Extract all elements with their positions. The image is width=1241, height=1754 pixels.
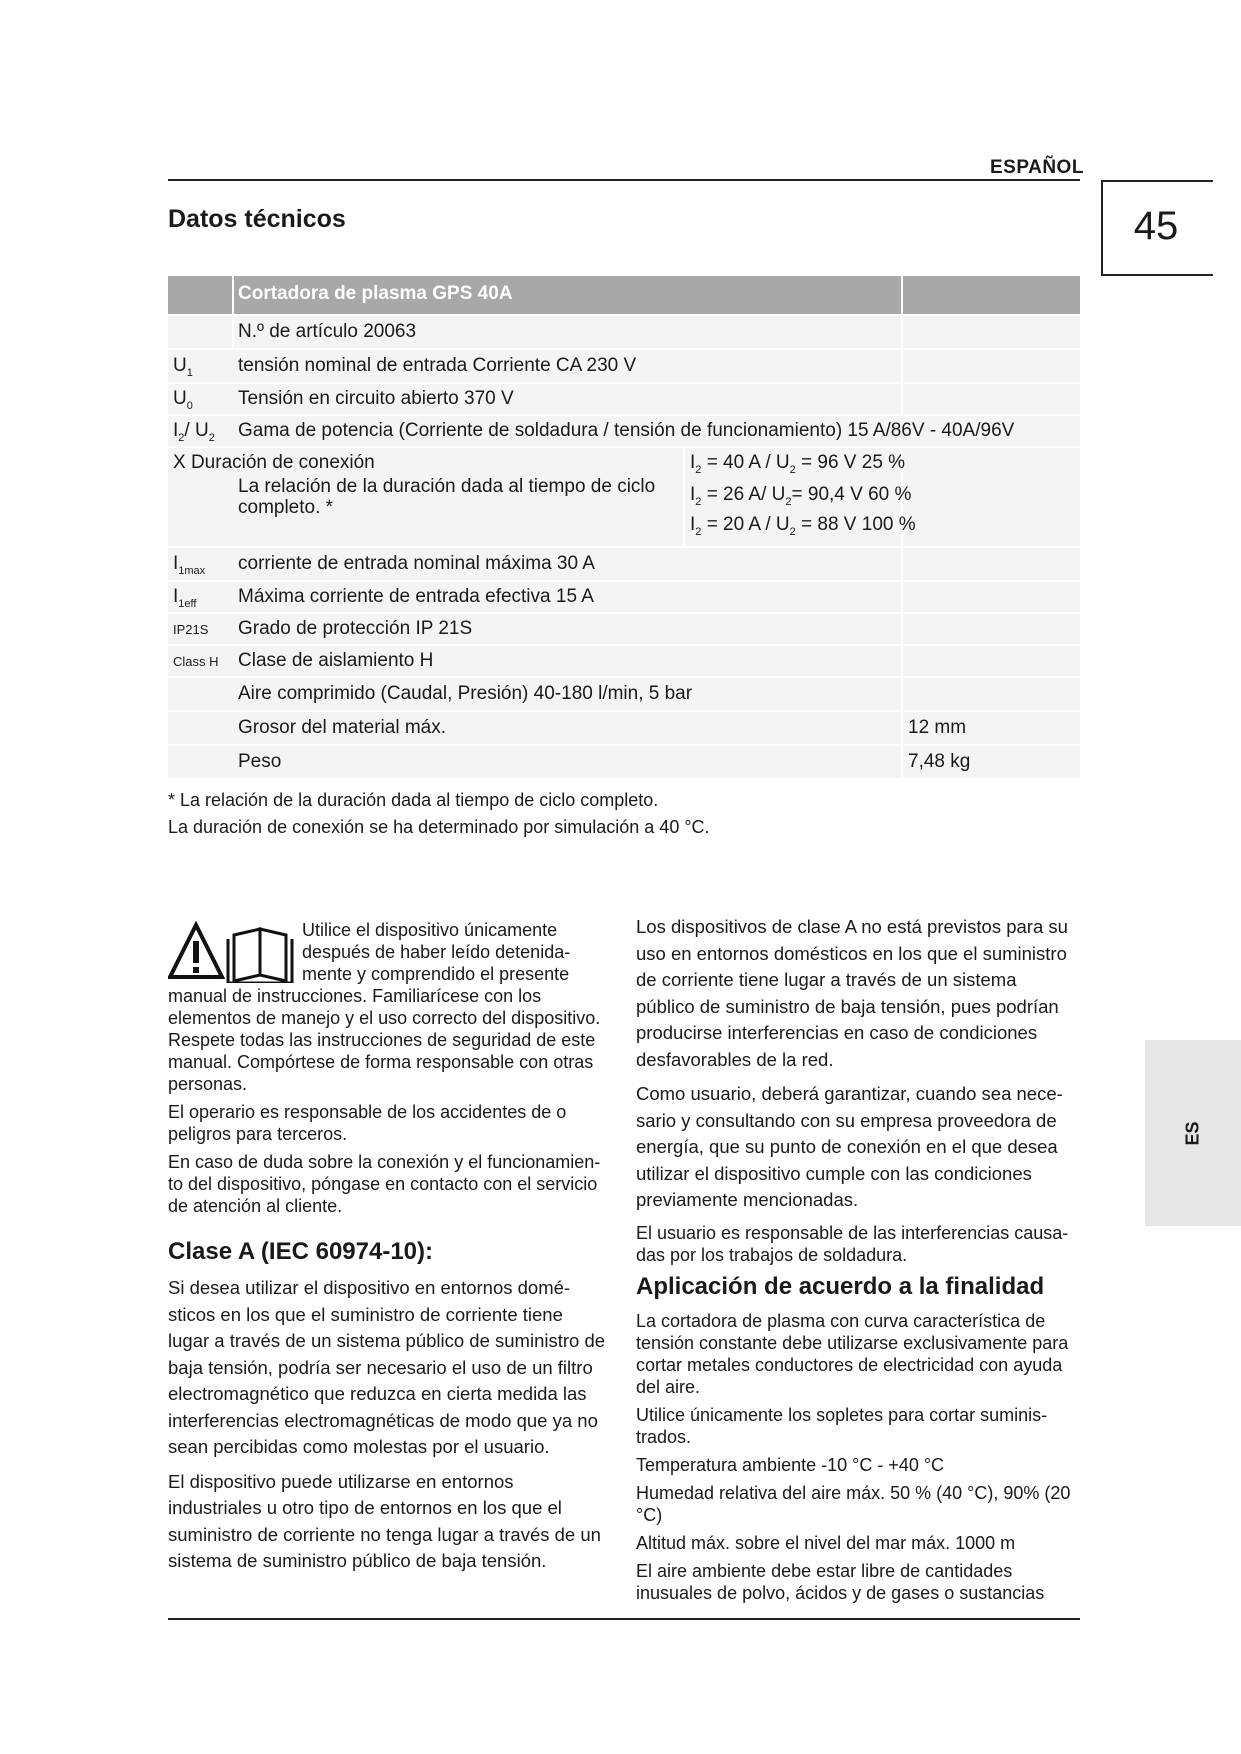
footnote-line-2: La duración de conexión se ha determinado por simulación a 40 °C.: [168, 817, 710, 837]
x-value-3a: = 20 A / U: [706, 514, 790, 535]
u0-text: Tensión en circuito abierto 370 V: [238, 388, 514, 409]
right-body-top: [636, 914, 1076, 1214]
i2-u2-symbol: $I_2/$ $U_2$: [173, 420, 215, 444]
table-divider: [901, 678, 903, 710]
left-paragraph-4: Si desea utilizar el dispositivo en entornos domé-sticos en los que el suministro de corriente tiene lugar a través de un sistema público de suministro de baja tensión, podría ser necesario el uso de un filtro electromagnético que reduzca en cierta medida las interferencias electromagnéticas de modo que ya no sean percibidas como molestas por el usuario.: [168, 1277, 606, 1457]
section-title: Datos técnicos: [168, 205, 346, 233]
right-paragraph-1: Los dispositivos de clase A no está previstos para su uso en entornos domésticos en los que el suministro de corriente tiene lugar a través de un sistema público de suministro de baja tensión, pues podrían producirse interferencias en caso de condiciones desfavorables de la red.: [636, 916, 1068, 1070]
footnote-line-1: * La relación de la duración dada al tiempo de ciclo completo.: [168, 790, 659, 810]
right-column: [636, 914, 1076, 1610]
language-side-tab-label: [1145, 1040, 1241, 1226]
warning-manual-icon: [168, 921, 298, 983]
class-text: Clase de aislamiento H: [238, 650, 434, 671]
table-row: [168, 746, 1080, 780]
table-divider: [901, 646, 903, 676]
u1-symbol: [173, 355, 193, 379]
right-paragraph-3: El usuario es responsable de las interferencias causa-das por los trabajos de soldadura.: [636, 1222, 1069, 1265]
table-divider: [232, 316, 234, 348]
class-a-heading: Clase A (IEC 60974-10):: [168, 1238, 434, 1265]
left-paragraph-3: En caso de duda sobre la conexión y el funcionamien-to del dispositivo, póngase en contacto con el servicio de atención al cliente.: [168, 1152, 601, 1216]
warning-icons: [168, 921, 298, 983]
i1eff-sub: 1eff: [178, 597, 197, 610]
header-language: ESPAÑOL: [990, 157, 1084, 178]
table-divider: [901, 316, 903, 348]
u0-symbol: [173, 388, 193, 412]
page-number: 45: [1133, 204, 1179, 248]
x-value-1b: = 96 V 25 %: [801, 452, 906, 473]
purpose-heading: Aplicación de acuerdo a la finalidad: [636, 1272, 1045, 1300]
x-duration-desc: La relación de la duración dada al tiempo de ciclo completo. *: [238, 476, 656, 518]
table-row: [168, 316, 1080, 350]
thickness-value: 12 mm: [908, 717, 967, 738]
ip-text: Grado de protección IP 21S: [238, 618, 473, 639]
right-paragraph-5: Utilice únicamente los sopletes para cortar suminis-trados.: [636, 1404, 1048, 1447]
x-value-1a: = 40 A / U: [706, 452, 790, 473]
table-row: [168, 712, 1080, 746]
class-symbol: Class H: [173, 654, 219, 669]
thickness-text: Grosor del material máx.: [238, 717, 447, 738]
x-value-3b: = 88 V 100 %: [801, 514, 916, 535]
table-row: [168, 350, 1080, 384]
i1max-sub: 1max: [178, 564, 206, 577]
table-row: [168, 548, 1080, 582]
x-value-1: $I_2 = 40$ $A / U_2 = 96$ V 25 %: [690, 452, 906, 476]
table-row: [168, 416, 1080, 448]
x-value-2b: = 90,4 V 60 %: [791, 484, 912, 505]
right-paragraph-4: La cortadora de plasma con curva característica de tensión constante debe utilizarse exclusivamente para cortar metales conductores de electricidad con ayuda del aire.: [636, 1310, 1069, 1397]
warning-paragraph: Utilice el dispositivo únicamente después de haber leído detenida-mente y comprendido el presente manual de instrucciones. Familiarícese con los elementos de manejo y el uso correcto del dispositivo. Respete todas las instrucciones de seguridad de este manual. Compórtese de forma responsable con otras personas.: [168, 920, 601, 1094]
table-header-row: [168, 276, 1080, 316]
u1-symbol-letter: U: [173, 355, 187, 376]
table-divider: [901, 614, 903, 644]
left-paragraph-5: El dispositivo puede utilizarse en entornos industriales u otro tipo de entornos en los que el suministro de corriente no tenga lugar a través de un sistema de suministro público de baja tensión.: [168, 1470, 601, 1571]
x-duration-title: X Duración de conexión: [173, 452, 375, 473]
right-paragraph-8: Altitud máx. sobre el nivel del mar máx. 1000 m: [636, 1532, 1016, 1553]
air-text: Aire comprimido (Caudal, Presión) 40-180 l/min, 5 bar: [238, 683, 693, 704]
side-tab-text: ES: [1182, 1120, 1203, 1146]
table-divider: [901, 548, 903, 580]
x-value-2: $I_2 = 26$ A/ $U_2= 90,4$ V 60 %: [690, 484, 912, 508]
table-divider: [901, 746, 903, 778]
i1max-symbol: $I_{1max}$: [173, 553, 206, 577]
table-row: [168, 646, 1080, 678]
header-rule: [168, 179, 1080, 181]
technical-data-table: [168, 276, 1080, 780]
weight-value: 7,48 kg: [908, 751, 971, 772]
right-paragraph-9: El aire ambiente debe estar libre de cantidades inusuales de polvo, ácidos y de gases o sustancias: [636, 1560, 1045, 1603]
right-paragraph-6: Temperatura ambiente -10 °C - +40 °C: [636, 1454, 945, 1475]
bottom-rule: [168, 1618, 1080, 1620]
table-row: [168, 614, 1080, 646]
left-body: [168, 1275, 608, 1575]
footnote: [168, 787, 710, 841]
ip-symbol: IP21S: [173, 622, 209, 637]
weight-text: Peso: [238, 751, 282, 772]
u0-symbol-letter: U: [173, 388, 187, 409]
table-divider: [232, 276, 234, 314]
u1-text: tensión nominal de entrada Corriente CA 230 V: [238, 355, 637, 376]
right-paragraph-7: Humedad relativa del aire máx. 50 % (40 °C), 90% (20 °C): [636, 1482, 1071, 1525]
table-row: [168, 448, 1080, 548]
table-divider: [901, 582, 903, 612]
i1max-text: corriente de entrada nominal máxima 30 A: [238, 553, 595, 574]
i1eff-text: Máxima corriente de entrada efectiva 15 A: [238, 586, 594, 607]
table-divider: [683, 448, 685, 546]
table-divider: [901, 276, 903, 314]
i2-text: Gama de potencia (Corriente de soldadura / tensión de funcionamiento) 15 A/86V - 40A/96V: [238, 420, 1015, 441]
table-row: [168, 582, 1080, 614]
table-row: [168, 384, 1080, 416]
table-row: [168, 678, 1080, 712]
table-divider: [901, 712, 903, 744]
u0-symbol-sub: 0: [186, 399, 193, 412]
left-column: [168, 919, 608, 1583]
table-divider: [901, 384, 903, 414]
x-value-3: $I_2 = 20$ $A / U_2 = 88$ V 100 %: [690, 514, 916, 538]
table-title: Cortadora de plasma GPS 40A: [238, 283, 513, 304]
x-value-2a: = 26 A/ U: [706, 484, 786, 505]
left-paragraph-2: El operario es responsable de los accidentes de o peligros para terceros.: [168, 1102, 567, 1144]
u1-symbol-sub: 1: [186, 366, 193, 379]
table-divider: [901, 350, 903, 382]
article-number: N.º de artículo 20063: [238, 321, 417, 342]
right-paragraph-2: Como usuario, deberá garantizar, cuando sea nece-sario y consultando con su empresa proveedora de energía, que su punto de conexión en el que desea utilizar el dispositivo cumple con las condiciones previamente mencionadas.: [636, 1083, 1063, 1210]
i1eff-symbol: $I_{1eff}$: [173, 586, 197, 610]
